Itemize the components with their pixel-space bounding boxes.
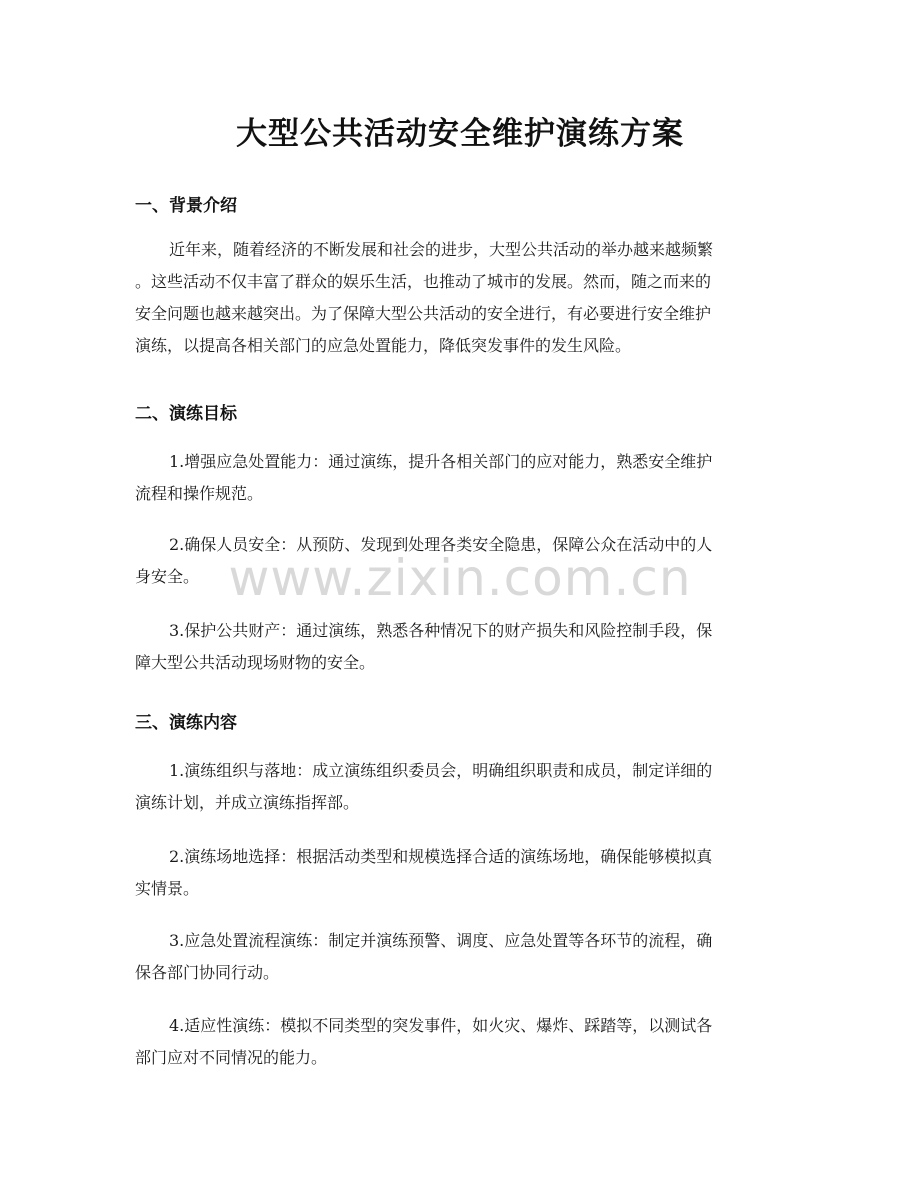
- watermark: www.zixin.com.cn: [228, 549, 692, 607]
- paragraph-content-4: [135, 1010, 787, 1074]
- section-heading-background: 一、背景介绍: [135, 196, 237, 216]
- section-heading-content: 三、演练内容: [135, 713, 237, 733]
- paragraph-line: 演练计划，并成立演练指挥部。: [135, 793, 360, 812]
- paragraph-line: 4.适应性演练：模拟不同类型的突发事件，如火灾、爆炸、踩踏等，以测试各: [169, 1016, 713, 1035]
- paragraph-line: 。这些活动不仅丰富了群众的娱乐生活，也推动了城市的发展。然而，随之而来的: [135, 272, 712, 291]
- paragraph-goal-2: [135, 529, 787, 593]
- paragraph-goal-3: [135, 615, 787, 679]
- paragraph-line: 3.应急处置流程演练：制定并演练预警、调度、应急处置等各环节的流程，确: [169, 931, 713, 950]
- paragraph-line: 2.确保人员安全：从预防、发现到处理各类安全隐患，保障公众在活动中的人: [169, 535, 713, 554]
- paragraph-line: 部门应对不同情况的能力。: [135, 1048, 328, 1067]
- paragraph-content-3: [135, 925, 787, 989]
- paragraph-line: 安全问题也越来越突出。为了保障大型公共活动的安全进行，有必要进行安全维护: [135, 304, 712, 323]
- section-heading-goals: 二、演练目标: [135, 404, 237, 424]
- paragraph-goal-1: [135, 446, 787, 510]
- document-title: 大型公共活动安全维护演练方案: [236, 116, 684, 152]
- paragraph-line: 1.演练组织与落地：成立演练组织委员会，明确组织职责和成员，制定详细的: [169, 761, 713, 780]
- paragraph-line: 3.保护公共财产：通过演练，熟悉各种情况下的财产损失和风险控制手段，保: [169, 621, 713, 640]
- paragraph-background: [135, 234, 787, 362]
- paragraph-line: 障大型公共活动现场财物的安全。: [135, 653, 376, 672]
- paragraph-line: 1.增强应急处置能力：通过演练，提升各相关部门的应对能力，熟悉安全维护: [169, 452, 713, 471]
- paragraph-line: 近年来，随着经济的不断发展和社会的进步，大型公共活动的举办越来越频繁: [169, 240, 714, 259]
- paragraph-content-1: [135, 755, 787, 819]
- paragraph-content-2: [135, 841, 787, 905]
- paragraph-line: 流程和操作规范。: [135, 484, 264, 503]
- paragraph-line: 身安全。: [135, 567, 200, 586]
- paragraph-line: 实情景。: [135, 879, 200, 898]
- paragraph-line: 保各部门协同行动。: [135, 963, 280, 982]
- paragraph-line: 2.演练场地选择：根据活动类型和规模选择合适的演练场地，确保能够模拟真: [169, 847, 713, 866]
- paragraph-line: 演练，以提高各相关部门的应急处置能力，降低突发事件的发生风险。: [135, 336, 632, 355]
